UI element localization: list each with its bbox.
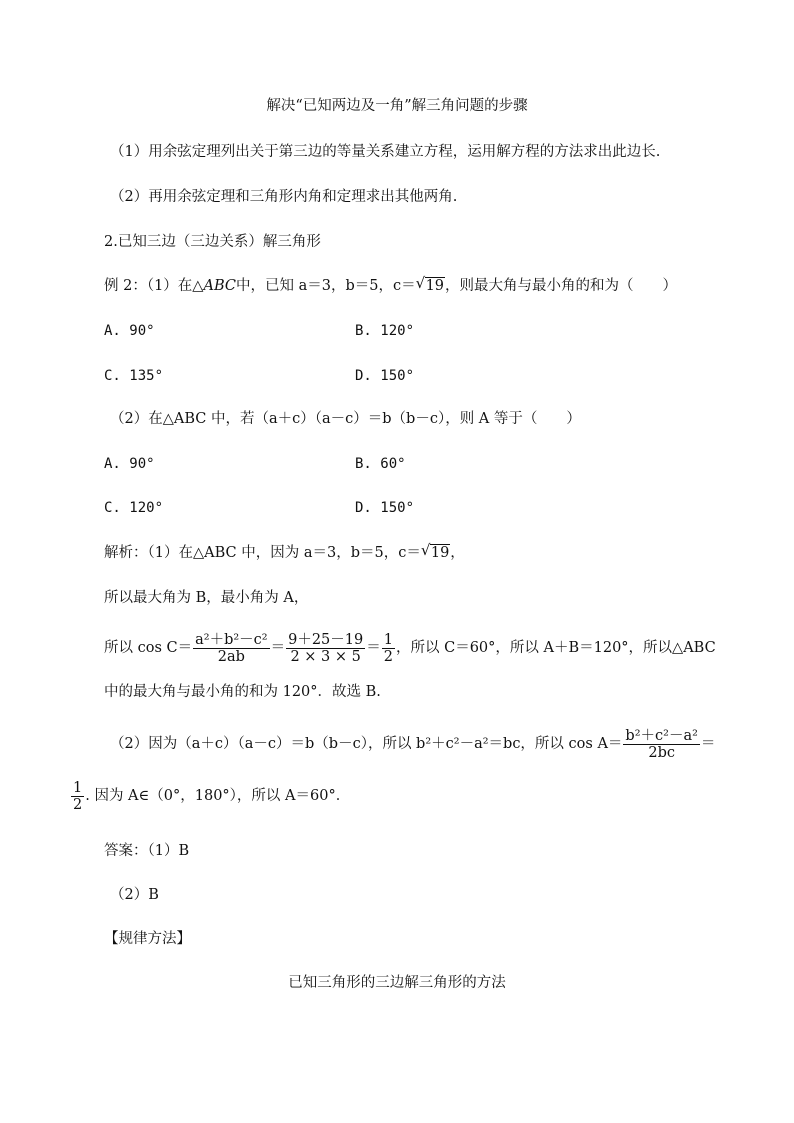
- fraction-one-half-2: $\frac{1}{2}$: [73, 779, 83, 813]
- ex2-suffix: ，则最大角与最小角的和为（ ）: [445, 278, 678, 294]
- q1-option-b: B. 120°: [355, 323, 415, 339]
- q1-option-d: D. 150°: [355, 368, 415, 384]
- solution-cos-c-label: 所以 cos C＝: [104, 640, 193, 656]
- solution-line-4: 中的最大角与最小角的和为 120°．故选 B.: [104, 684, 381, 700]
- heading-three-sides-method: 已知三角形的三边解三角形的方法: [288, 975, 506, 991]
- example-2-question-1: [104, 276, 677, 296]
- sqrt-19: √ 19: [415, 274, 445, 294]
- solution-line-2: 所以最大角为 B，最小角为 A，: [104, 590, 309, 606]
- ex2-mid: 中，已知: [235, 278, 299, 294]
- section-heading-three-sides: 2.已知三边（三边关系）解三角形: [104, 234, 321, 250]
- method-tag: 【规律方法】: [104, 931, 191, 947]
- heading-steps: 解决“已知两边及一角”解三角问题的步骤: [266, 98, 528, 114]
- q1-option-a: A. 90°: [104, 323, 155, 339]
- solution-line-6: [70, 778, 350, 814]
- solution-line-1: [104, 543, 465, 563]
- ex2-values: a＝3，b＝5，c＝: [298, 278, 416, 294]
- solution-line-5: [110, 726, 715, 762]
- q2-option-d: D. 150°: [355, 500, 415, 516]
- fraction-cos-a-formula: $\frac{\text{b²＋c²－a²}}{2bc}$: [625, 727, 698, 761]
- answer-line-2: （2）B: [110, 887, 159, 903]
- step-2-text: （2）再用余弦定理和三角形内角和定理求出其他两角.: [110, 189, 458, 205]
- step-1-text: （1）用余弦定理列出关于第三边的等量关系建立方程，运用解方程的方法求出此边长.: [110, 144, 661, 160]
- solution-line-5-equals: ＝: [700, 736, 716, 752]
- answer-line-1: 答案：（1）B: [104, 843, 190, 859]
- ex2-triangle: ABC: [203, 278, 236, 294]
- solution-line-1-end: ，: [450, 545, 465, 561]
- solution-line-3: 所以 cos C＝ $\frac{\text{a²＋b²－c²}}{2ab}$ ＝ $\frac{9+25-19}{2 \times 3 \times 5}$ ＝ $\frac{1}{2}$ ，所以 C＝60°，所以 A＋B＝120°，所以△ABC: [104, 631, 716, 665]
- q2-option-b: B. 60°: [355, 456, 406, 472]
- solution-line-1-text: 解析：（1）在△ABC 中，因为 a＝3，b＝5，c＝: [104, 545, 421, 561]
- solution-line-6-text: . 因为 A∈（0°，180°），所以 A＝60°．: [85, 788, 351, 804]
- fraction-cos-c-formula: $\frac{\text{a²＋b²－c²}}{2ab}$: [195, 631, 268, 665]
- q2-option-c: C. 120°: [104, 500, 164, 516]
- solution-line-3-tail: ，所以 C＝60°，所以 A＋B＝120°，所以△ABC: [395, 640, 716, 656]
- ex2-prefix: 例 2：（1）在△: [104, 278, 204, 294]
- solution-sqrt-19: √ 19: [420, 541, 450, 561]
- q2-option-a: A. 90°: [104, 456, 155, 472]
- q1-option-c: C. 135°: [104, 368, 164, 384]
- fraction-cos-c-numeric: $\frac{9+25-19}{2 \times 3 \times 5}$: [288, 631, 364, 665]
- solution-line-5-text: （2）因为（a＋c）（a－c）＝b（b－c），所以 b²＋c²－a²＝bc，所以 cos A＝: [110, 736, 623, 752]
- fraction-one-half: $\frac{1}{2}$: [383, 631, 393, 665]
- example-2-question-2: （2）在△ABC 中，若（a＋c）（a－c）＝b（b－c），则 A 等于（ ）: [110, 411, 581, 427]
